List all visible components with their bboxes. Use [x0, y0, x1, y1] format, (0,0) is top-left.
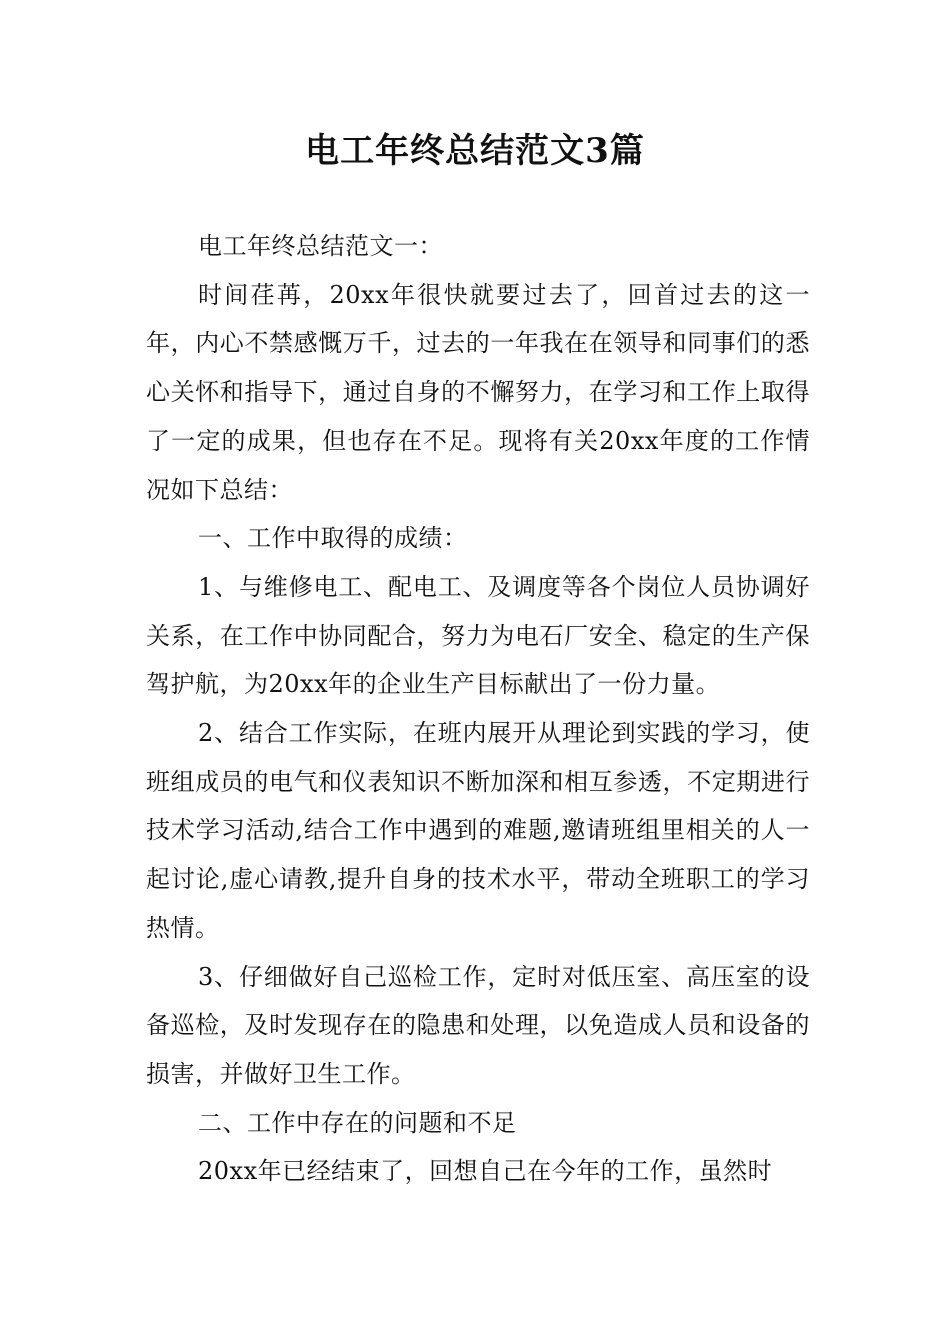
- achievement-item-1: 1、与维修电工、配电工、及调度等各个岗位人员协调好关系，在工作中协同配合，努力为电石厂安全、稳定的生产保驾护航，为20xx年的企业生产目标献出了一份力量。: [146, 572, 810, 699]
- problems-paragraph: 20xx年已经结束了，回想自己在今年的工作，虽然时: [198, 1157, 773, 1186]
- section-heading-problems: 二、工作中存在的问题和不足: [198, 1108, 517, 1137]
- intro-paragraph: 时间荏苒，20xx年很快就要过去了，回首过去的这一年，内心不禁感慨万千，过去的一年我在在领导和同事们的悉心关怀和指导下，通过自身的不懈努力，在学习和工作上取得了一定的成果，但也存在不足。现将有关20xx年度的工作情况如下总结：: [146, 280, 810, 504]
- section-heading-essay-one: 电工年终总结范文一：: [198, 232, 443, 260]
- achievement-item-2: 2、结合工作实际，在班内展开从理论到实践的学习，使班组成员的电气和仪表知识不断加深和相互参透，不定期进行技术学习活动,结合工作中遇到的难题,邀请班组里相关的人一起讨论,虚心请教,提升自身的技术水平，带动全班职工的学习热情。: [146, 719, 810, 942]
- achievement-item-3: 3、仔细做好自己巡检工作，定时对低压室、高压室的设备巡检，及时发现存在的隐患和处理，以免造成人员和设备的损害，并做好卫生工作。: [146, 962, 810, 1088]
- document-body: [146, 222, 810, 1196]
- section-heading-achievements: 一、工作中取得的成绩：: [198, 524, 468, 553]
- document-title: 电工年终总结范文3篇: [305, 131, 645, 171]
